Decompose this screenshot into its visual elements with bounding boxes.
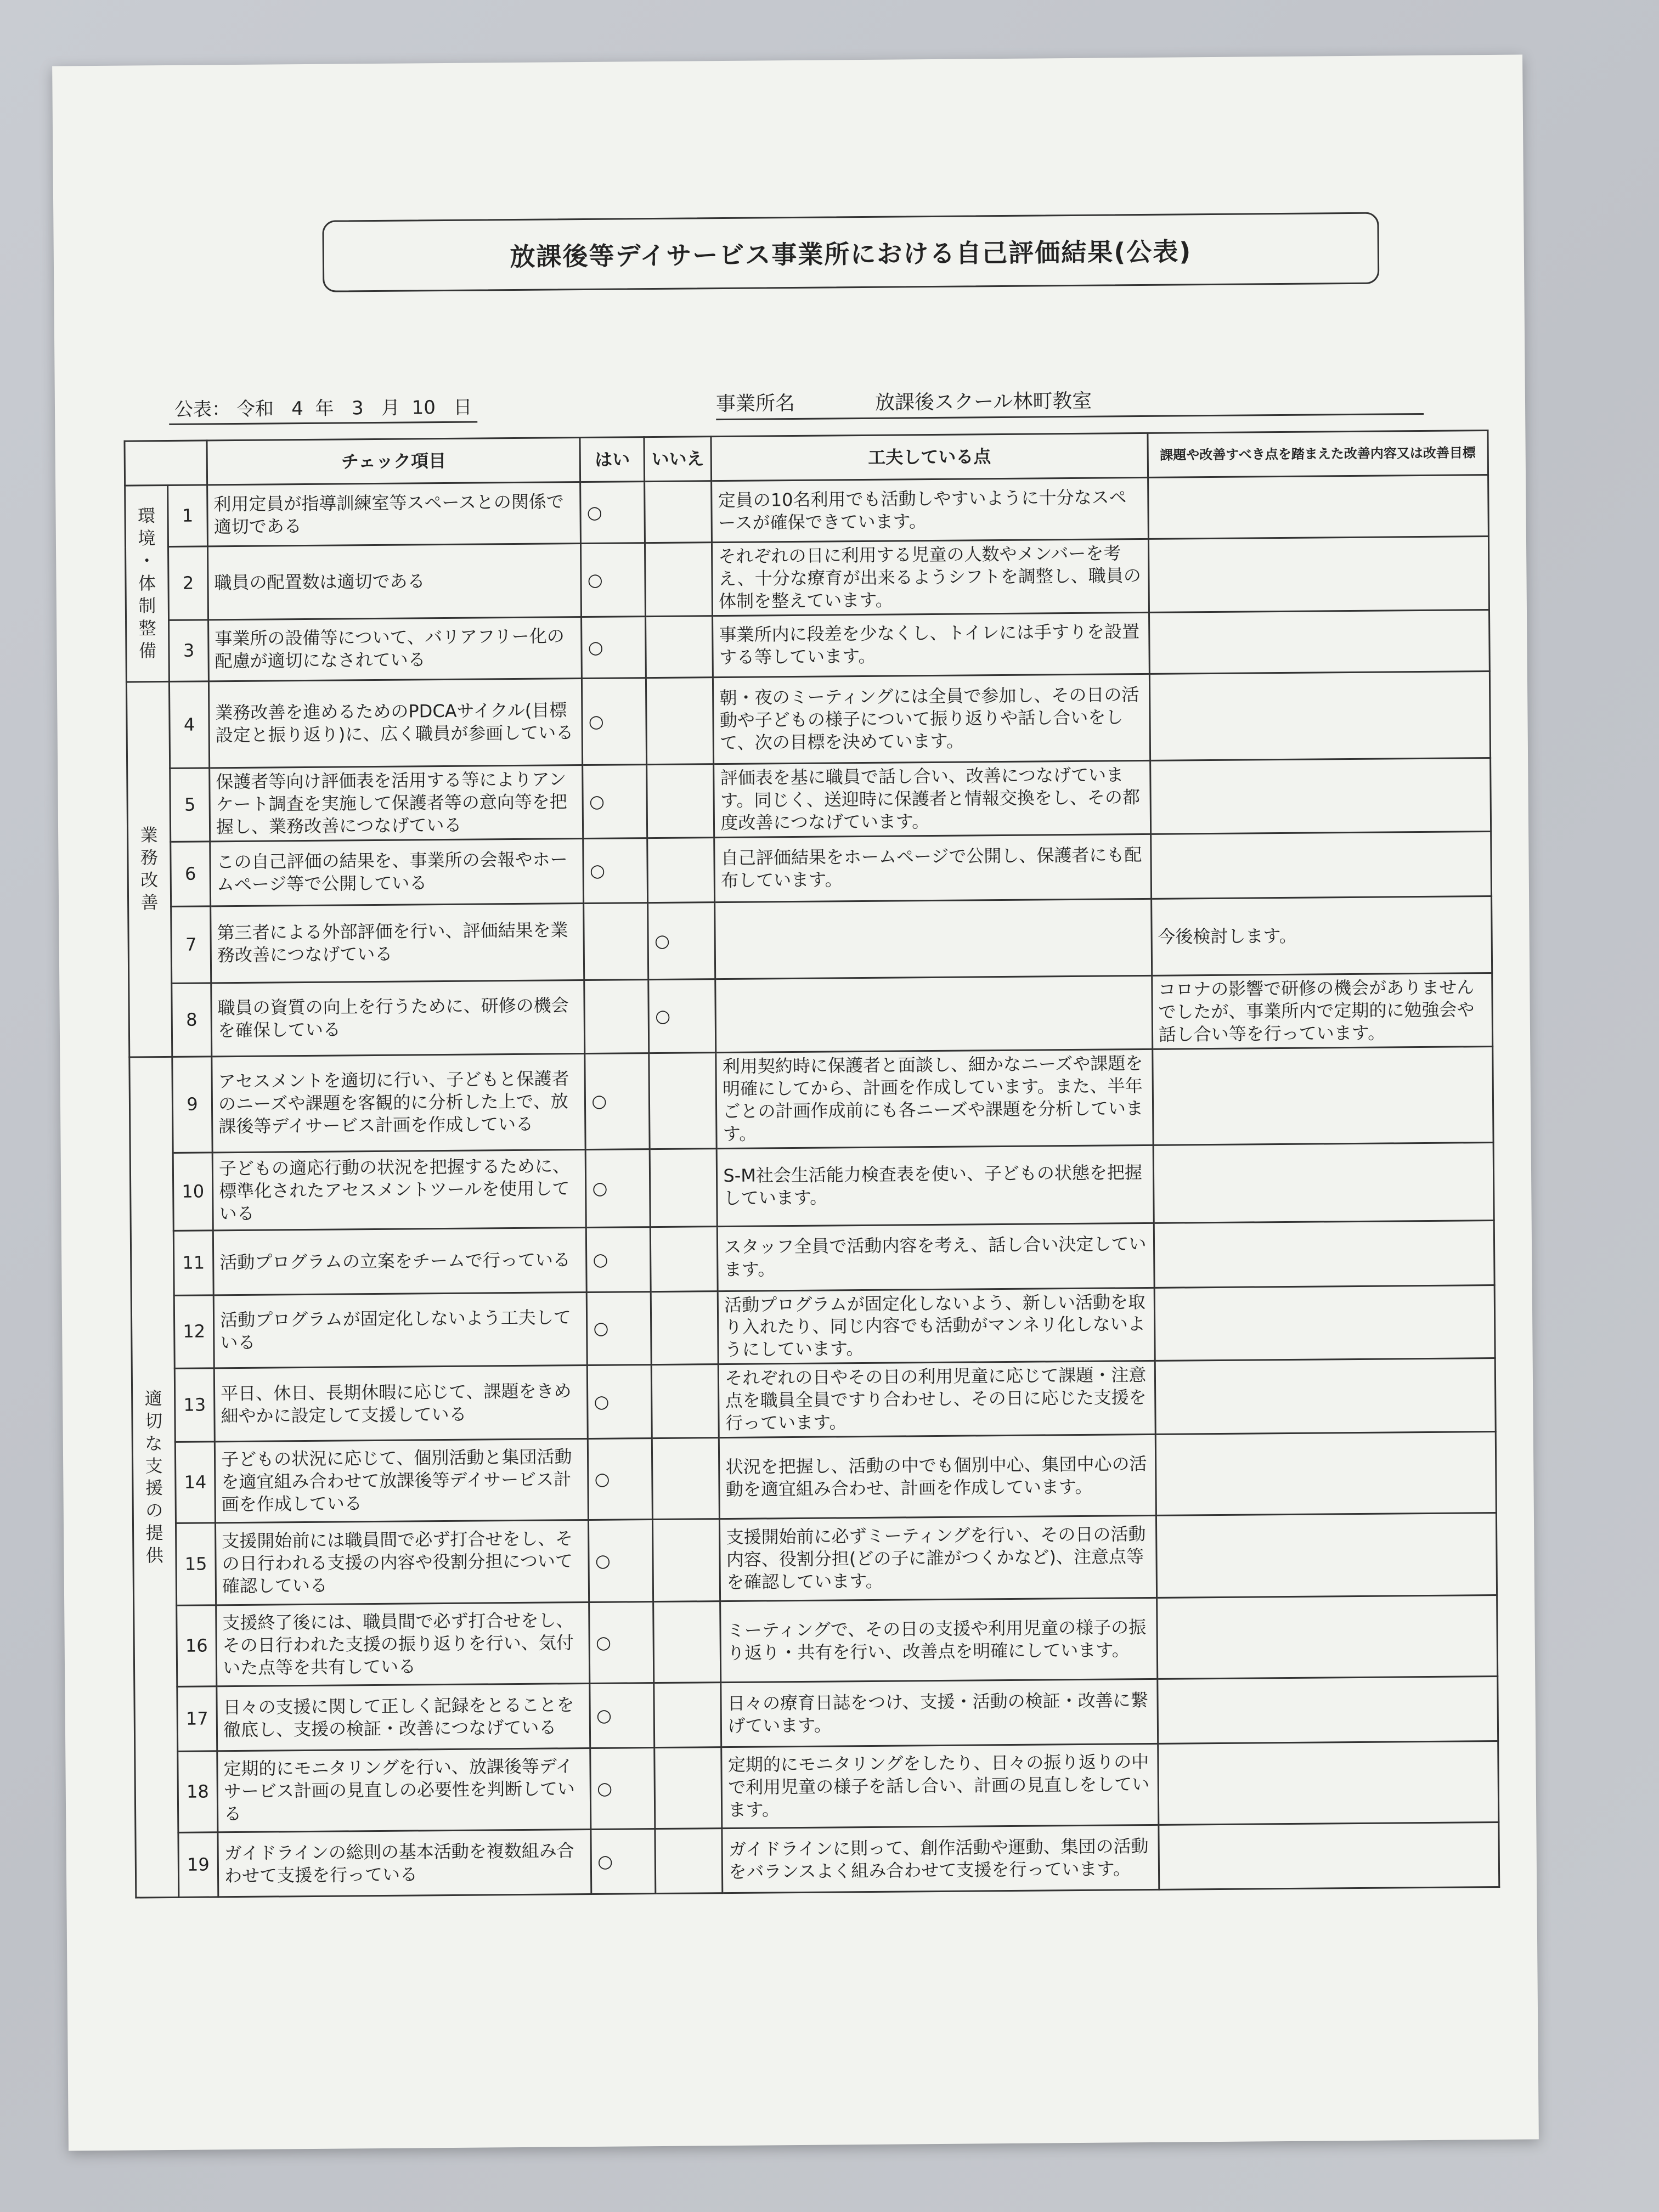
header-goal: 課題や改善すべき点を踏まえた改善内容又は改善目標 bbox=[1148, 431, 1488, 478]
table-row bbox=[126, 671, 1490, 769]
kufu-text: 事業所内に段差を少なくし、トイレには手すりを設置する等しています。 bbox=[713, 612, 1149, 677]
kufu-text: ガイドラインに則って、創作活動や運動、集団の活動をバランスよく組み合わせて支援を行っています。 bbox=[722, 1825, 1159, 1893]
check-item: 支援開始前には職員間で必ず打合せをし、その日行われる支援の内容や役割分担について確認している bbox=[216, 1520, 589, 1605]
year-unit: 年 bbox=[315, 397, 334, 420]
category-char: 環 bbox=[137, 505, 156, 527]
goal-text bbox=[1155, 1432, 1496, 1516]
goal-text bbox=[1155, 1358, 1496, 1435]
row-number: 8 bbox=[172, 983, 212, 1057]
check-item: 子どもの状況に応じて、個別活動と集団活動を適宜組み合わせて放課後等デイサービス計画を作成している bbox=[215, 1439, 588, 1523]
table-row bbox=[127, 758, 1491, 842]
row-number: 11 bbox=[173, 1230, 213, 1295]
yes-mark: ○ bbox=[582, 678, 647, 765]
yes-mark: ○ bbox=[582, 616, 646, 678]
check-item: この自己評価の結果を、事業所の会報やホームページ等で公開している bbox=[210, 838, 584, 906]
header-no: いいえ bbox=[644, 437, 712, 482]
kufu-text: 状況を把握し、活動の中でも個別中心、集団中心の活動を適宜組み合わせ、計画を作成しています。 bbox=[719, 1435, 1156, 1519]
table-row bbox=[132, 1432, 1496, 1524]
category-char: 供 bbox=[145, 1545, 164, 1566]
yes-mark: ○ bbox=[589, 1520, 653, 1602]
goal-text bbox=[1154, 1220, 1494, 1288]
row-number: 13 bbox=[174, 1368, 215, 1442]
no-mark bbox=[654, 1683, 721, 1748]
category-char: 務 bbox=[140, 847, 159, 868]
check-item: 日々の支援に関して正しく記録をとることを徹底し、支援の検証・改善につなげている bbox=[217, 1684, 590, 1751]
yes-mark: ○ bbox=[585, 1149, 650, 1227]
category-char: 業 bbox=[140, 825, 158, 846]
header-kufu: 工夫している点 bbox=[711, 433, 1148, 481]
kufu-text bbox=[715, 975, 1152, 1052]
table-row bbox=[132, 1358, 1496, 1442]
document-title: 放課後等デイサービス事業所における自己評価結果(公表) bbox=[322, 212, 1379, 292]
row-number: 10 bbox=[173, 1152, 213, 1231]
goal-text: コロナの影響で研修の機会がありませんでしたが、事業所内で定期的に勉強会や話し合い等を行っています。 bbox=[1152, 973, 1492, 1049]
yes-mark: ○ bbox=[588, 1438, 653, 1520]
category-char: 備 bbox=[138, 640, 157, 662]
category-char: 支 bbox=[145, 1455, 163, 1476]
row-number: 16 bbox=[177, 1605, 217, 1687]
header-blank bbox=[125, 441, 207, 486]
yes-mark: ○ bbox=[588, 1365, 652, 1439]
yes-mark bbox=[584, 979, 649, 1053]
category-char: 境 bbox=[138, 528, 156, 549]
goal-text bbox=[1150, 831, 1491, 899]
table-row bbox=[129, 1046, 1493, 1153]
check-item: ガイドラインの総則の基本活動を複数組み合わせて支援を行っている bbox=[218, 1830, 591, 1897]
row-number: 14 bbox=[175, 1442, 215, 1523]
goal-text bbox=[1156, 1513, 1497, 1598]
publication-date bbox=[169, 392, 478, 425]
category-char: 整 bbox=[138, 617, 156, 639]
no-mark: ○ bbox=[648, 902, 715, 980]
category-char: の bbox=[145, 1500, 163, 1521]
table-row bbox=[131, 1285, 1495, 1369]
table-row bbox=[136, 1822, 1499, 1898]
kufu-text: 活動プログラムが固定化しないよう、新しい活動を取り入れたり、同じ内容でも活動がマンネリ化しないようにしています。 bbox=[718, 1288, 1155, 1364]
kufu-text: 支援開始前に必ずミーティングを行い、その日の活動内容、役割分担(どの子に誰がつくかなど)、注意点等を確認しています。 bbox=[720, 1516, 1156, 1601]
table-row bbox=[128, 896, 1492, 984]
no-mark bbox=[651, 1291, 719, 1365]
goal-text bbox=[1150, 758, 1491, 834]
check-item: 職員の資質の向上を行うために、研修の機会を確保している bbox=[211, 980, 585, 1056]
table-row bbox=[125, 475, 1489, 548]
kufu-text: それぞれの日やその日の利用児童に応じて課題・注意点を職員全員ですり合わせし、その日に応じた支援を行っています。 bbox=[719, 1361, 1155, 1438]
check-item: 子どもの適応行動の状況を把握するために、標準化されたアセスメントツールを使用している bbox=[212, 1149, 586, 1230]
no-mark bbox=[654, 1747, 722, 1829]
check-item: 保護者等向け評価表を活用する等によりアンケート調査を実施して保護者等の意向等を把握し、業務改善につなげている bbox=[210, 765, 583, 841]
goal-text bbox=[1154, 1285, 1495, 1361]
table-row bbox=[134, 1677, 1498, 1752]
kufu-text: S-M社会生活能力検査表を使い、子どもの状態を把握しています。 bbox=[717, 1145, 1154, 1226]
table-row bbox=[129, 973, 1493, 1057]
check-item: 平日、休日、長期休暇に応じて、課題をきめ細やかに設定して支援している bbox=[214, 1365, 588, 1442]
check-item: 第三者による外部評価を行い、評価結果を業務改善につなげている bbox=[211, 903, 584, 983]
yes-mark: ○ bbox=[581, 543, 646, 617]
no-mark bbox=[653, 1601, 721, 1683]
category-char: ・ bbox=[138, 550, 156, 572]
yes-mark: ○ bbox=[587, 1291, 652, 1365]
yes-mark: ○ bbox=[589, 1602, 654, 1684]
row-number: 19 bbox=[178, 1832, 218, 1898]
kufu-text: 日々の療育日誌をつけ、支援・活動の検証・改善に繋げています。 bbox=[721, 1679, 1158, 1747]
document-sheet bbox=[52, 55, 1539, 2151]
kufu-text: 利用契約時に保護者と面談し、細かなニーズや課題を明確にしてから、計画を作成しています。また、半年ごとの計画作成前にも各ニーズや課題を分析しています。 bbox=[716, 1049, 1153, 1148]
table-row bbox=[126, 610, 1490, 682]
kufu-text bbox=[715, 899, 1152, 979]
self-evaluation-table bbox=[123, 430, 1500, 1899]
kufu-text: それぞれの日に利用する児童の人数やメンバーを考え、十分な療育が出来るようシフトを調整し、職員の体制を整えています。 bbox=[712, 539, 1149, 616]
category-char: 体 bbox=[138, 573, 156, 594]
office-name: 放課後スクール林町教室 bbox=[874, 390, 1092, 414]
row-number: 15 bbox=[176, 1523, 216, 1606]
publication-day: 10 bbox=[411, 397, 436, 419]
no-mark bbox=[653, 1519, 720, 1602]
category-char: 制 bbox=[138, 595, 156, 617]
no-mark bbox=[650, 1148, 718, 1227]
category-char: 善 bbox=[140, 892, 159, 913]
table-row bbox=[134, 1595, 1498, 1688]
table-row bbox=[135, 1741, 1499, 1833]
row-number: 9 bbox=[172, 1057, 212, 1153]
goal-text bbox=[1159, 1822, 1499, 1890]
yes-mark: ○ bbox=[585, 1053, 650, 1149]
row-number: 7 bbox=[171, 906, 211, 984]
goal-text bbox=[1158, 1741, 1498, 1825]
no-mark bbox=[655, 1829, 723, 1894]
no-mark: ○ bbox=[648, 979, 716, 1053]
goal-text bbox=[1157, 1677, 1498, 1744]
no-mark bbox=[647, 764, 714, 838]
goal-text bbox=[1152, 1046, 1493, 1145]
header-yes: はい bbox=[580, 437, 645, 482]
row-number: 12 bbox=[174, 1295, 214, 1368]
check-item: 活動プログラムの立案をチームで行っている bbox=[213, 1227, 586, 1295]
category-cell bbox=[125, 485, 170, 681]
goal-text bbox=[1148, 475, 1488, 539]
category-char: 援 bbox=[145, 1477, 163, 1499]
row-number: 3 bbox=[169, 620, 209, 682]
goal-text bbox=[1149, 610, 1489, 674]
category-char: 適 bbox=[144, 1387, 162, 1409]
goal-text bbox=[1153, 1142, 1494, 1223]
no-mark bbox=[651, 1226, 718, 1291]
publication-year: 4 bbox=[291, 398, 304, 420]
check-item: アセスメントを適切に行い、子どもと保護者のニーズや課題を客観的に分析した上で、放課後等デイサービス計画を作成している bbox=[212, 1053, 586, 1152]
category-char: な bbox=[145, 1432, 163, 1454]
kufu-text: 定員の10名利用でも活動しやすいように十分なスペースが確保できています。 bbox=[712, 477, 1148, 542]
row-number: 17 bbox=[177, 1686, 217, 1752]
no-mark bbox=[652, 1438, 720, 1520]
kufu-text: スタッフ全員で活動内容を考え、話し合い決定しています。 bbox=[718, 1223, 1154, 1291]
no-mark bbox=[645, 481, 712, 543]
publication-era: 令和 bbox=[236, 398, 274, 420]
yes-mark: ○ bbox=[583, 764, 647, 838]
row-number: 1 bbox=[168, 485, 208, 547]
month-unit: 月 bbox=[381, 397, 400, 419]
table-row bbox=[133, 1513, 1497, 1606]
check-item: 事業所の設備等について、バリアフリー化の配慮が適切になされている bbox=[208, 617, 582, 681]
row-number: 6 bbox=[171, 842, 211, 907]
check-item: 支援終了後には、職員間で必ず打合せをし、その日行われた支援の振り返りを行い、気付いた点等を共有している bbox=[216, 1602, 590, 1686]
check-item: 業務改善を進めるためのPDCAサイクル(目標設定と振り返り)に、広く職員が参画している bbox=[208, 678, 582, 768]
row-number: 5 bbox=[170, 768, 210, 842]
kufu-text: 朝・夜のミーティングには全員で参加し、その日の活動や子どもの様子について振り返りや話し合いをして、次の目標を決めています。 bbox=[713, 674, 1150, 764]
office-name-line bbox=[716, 383, 1424, 420]
yes-mark: ○ bbox=[591, 1829, 656, 1894]
kufu-text: 評価表を基に職員で話し合い、改善につなげています。同じく、送迎時に保護者と情報交換をし、その都度改善につなげています。 bbox=[714, 760, 1150, 837]
table-row bbox=[128, 831, 1492, 907]
row-number: 4 bbox=[169, 681, 209, 769]
yes-mark: ○ bbox=[580, 482, 645, 544]
publication-label: 公表： bbox=[174, 398, 231, 421]
row-number: 18 bbox=[178, 1751, 218, 1833]
table-row bbox=[130, 1142, 1494, 1231]
check-item: 職員の配置数は適切である bbox=[208, 544, 582, 620]
no-mark bbox=[646, 678, 714, 765]
yes-mark: ○ bbox=[583, 838, 648, 903]
no-mark bbox=[652, 1364, 719, 1438]
no-mark bbox=[647, 838, 715, 903]
no-mark bbox=[649, 1052, 716, 1149]
publication-month: 3 bbox=[351, 397, 364, 420]
kufu-text: 定期的にモニタリングをしたり、日々の振り返りの中で利用児童の様子を話し合い、計画の見直しをしています。 bbox=[721, 1744, 1158, 1829]
office-label: 事業所名 bbox=[715, 392, 795, 416]
yes-mark bbox=[584, 902, 648, 980]
goal-text bbox=[1149, 671, 1491, 760]
kufu-text: ミーティングで、その日の支援や利用児童の様子の振り返り・共有を行い、改善点を明確にしています。 bbox=[720, 1598, 1157, 1683]
table-row bbox=[126, 537, 1489, 620]
goal-text: 今後検討します。 bbox=[1151, 896, 1492, 975]
yes-mark: ○ bbox=[586, 1227, 651, 1292]
yes-mark: ○ bbox=[590, 1748, 655, 1830]
category-char: 切 bbox=[144, 1410, 163, 1431]
kufu-text: 自己評価結果をホームページで公開し、保護者にも配布しています。 bbox=[714, 834, 1151, 902]
row-number: 2 bbox=[168, 546, 208, 620]
no-mark bbox=[645, 543, 713, 617]
header-check-item: チェック項目 bbox=[207, 438, 580, 485]
day-unit: 日 bbox=[453, 396, 472, 419]
category-char: 改 bbox=[140, 870, 159, 891]
check-item: 定期的にモニタリングを行い、放課後等デイサービス計画の見直しの必要性を判断している bbox=[217, 1748, 591, 1832]
goal-text bbox=[1156, 1595, 1497, 1679]
table-row bbox=[131, 1220, 1494, 1296]
check-item: 利用定員が指導訓練室等スペースとの関係で適切である bbox=[207, 482, 581, 546]
category-cell bbox=[129, 1057, 179, 1898]
goal-text bbox=[1148, 537, 1489, 613]
category-char: 提 bbox=[145, 1522, 163, 1544]
check-item: 活動プログラムが固定化しないよう工夫している bbox=[213, 1292, 587, 1368]
no-mark bbox=[646, 616, 713, 678]
yes-mark: ○ bbox=[590, 1683, 654, 1748]
category-cell bbox=[126, 681, 172, 1057]
